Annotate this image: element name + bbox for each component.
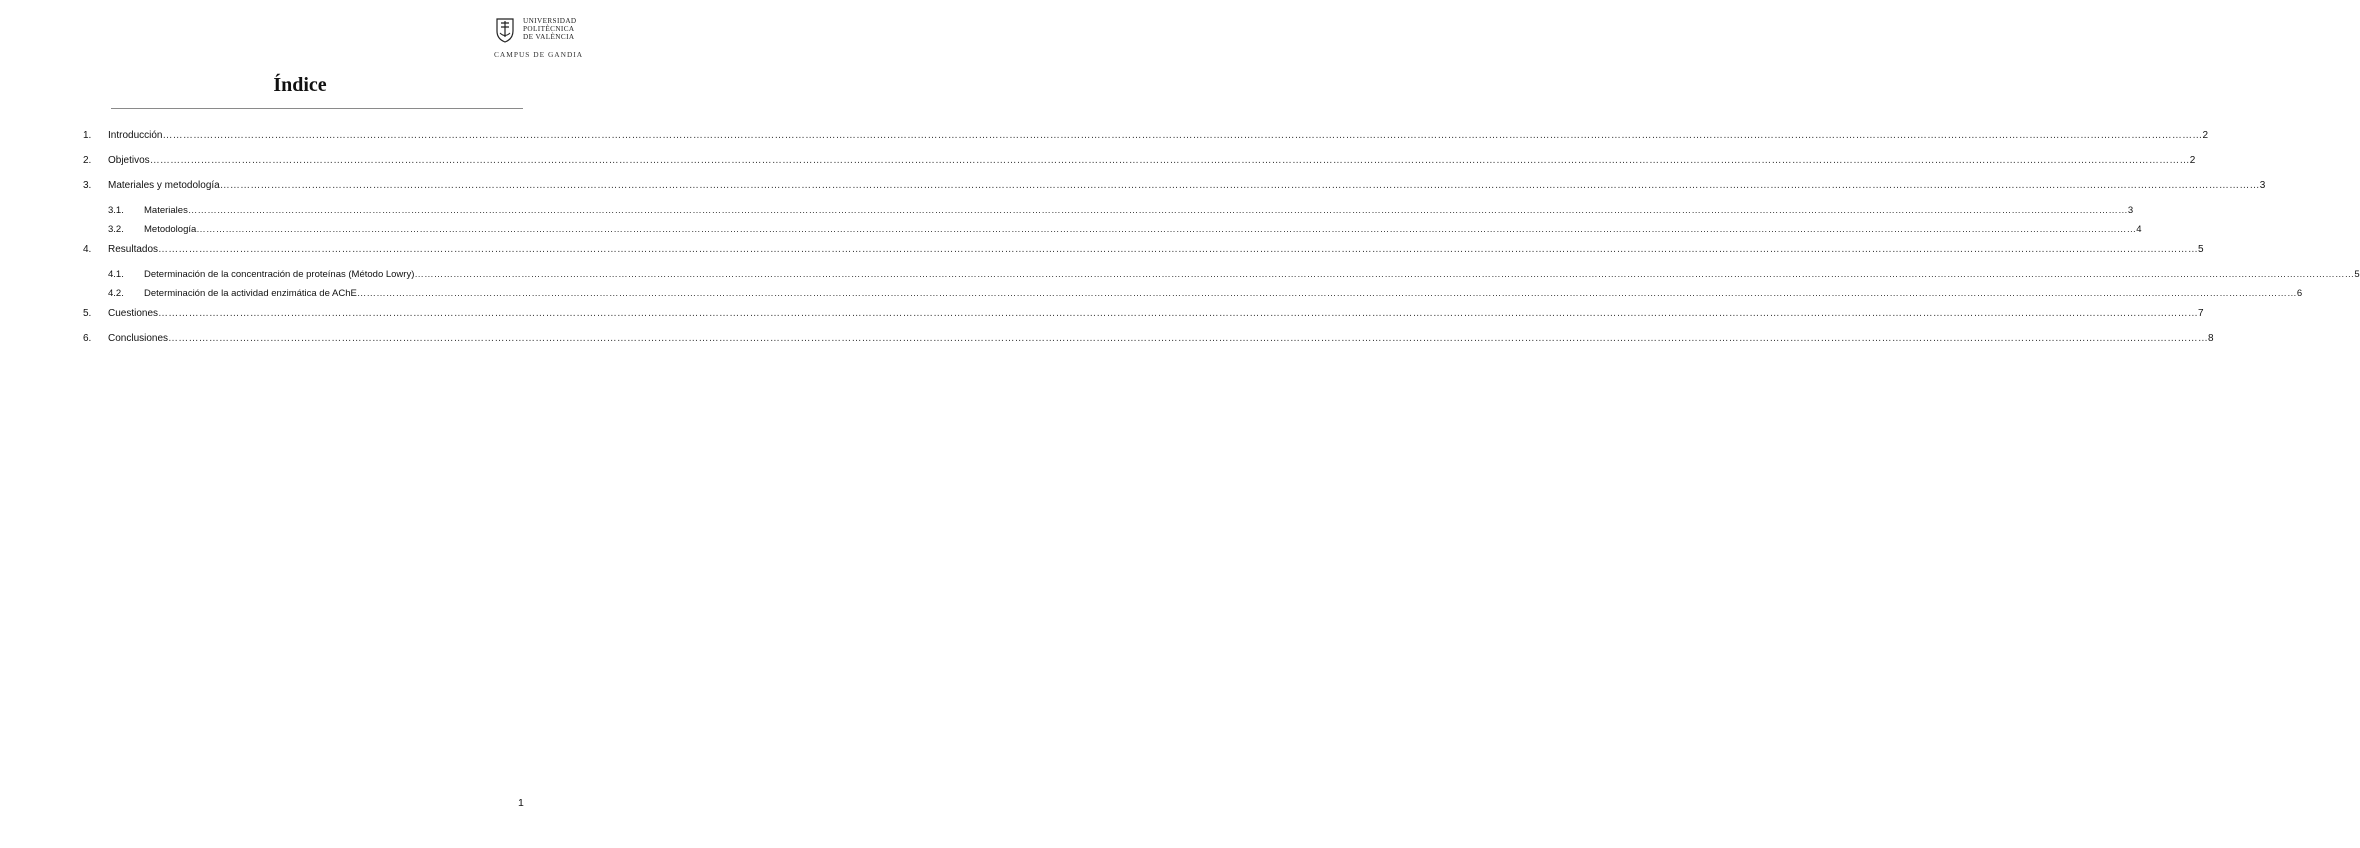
toc-entry-number: 3. xyxy=(83,180,92,191)
toc-leader-dots: …………………………………………………………………………………………………………………………………………………………………………………………………………………………………………………………………………………………………………………………………………………………………………………………………………………………………………………………………………………………………………………………………………………… xyxy=(158,308,2199,319)
toc-entry-number: 3.2. xyxy=(108,224,124,235)
toc-entry-label: Objetivos xyxy=(108,155,150,166)
toc-entry-metodologia[interactable] xyxy=(108,223,2142,237)
toc-entry-conclusiones[interactable] xyxy=(83,332,2214,346)
title-divider xyxy=(111,108,523,109)
toc-entry-page: 3 xyxy=(2259,180,2266,191)
toc-entry-page: 6 xyxy=(2296,288,2303,299)
toc-entry-page: 3 xyxy=(2127,205,2134,216)
toc-entry-actividad-enzimatica[interactable] xyxy=(108,287,2303,301)
toc-entry-materiales-metodologia[interactable] xyxy=(83,179,2266,193)
toc-leader-dots: …………………………………………………………………………………………………………………………………………………………………………………………………………………………………………………………………………………………………………………………………………………………………………………………………………………………………………………………………………………………………………………………………………………… xyxy=(149,155,2190,166)
university-line-3: DE VALÈNCIA xyxy=(523,33,575,42)
page-title: Índice xyxy=(273,74,327,96)
toc-entry-page: 4 xyxy=(2136,224,2142,235)
campus-name: CAMPUS DE GANDIA xyxy=(494,50,584,59)
page-number: 1 xyxy=(518,797,524,809)
toc-leader-dots: …………………………………………………………………………………………………………………………………………………………………………………………………………………………………………………………………………………………………………………………………………………………………………………………………………………………………………………………………………………………………………………………………………………… xyxy=(187,205,2128,216)
toc-entry-materiales[interactable] xyxy=(108,204,2134,218)
university-name xyxy=(523,17,577,42)
toc-entry-objetivos[interactable] xyxy=(83,154,2196,168)
toc-entry-cuestiones[interactable] xyxy=(83,307,2204,321)
toc-entry-label: Resultados xyxy=(108,244,159,255)
toc-leader-dots: …………………………………………………………………………………………………………………………………………………………………………………………………………………………………………………………………………………………………………………………………………………………………………………………………………………………………………………………………………………………………………………………………………………… xyxy=(162,130,2203,141)
toc-entry-label: Materiales y metodología xyxy=(108,180,220,191)
toc-leader-dots: …………………………………………………………………………………………………………………………………………………………………………………………………………………………………………………………………………………………………………………………………………………………………………………………………………………………………………………………………………………………………………………………………………………… xyxy=(414,269,2355,280)
toc-entry-number: 2. xyxy=(83,155,92,166)
toc-leader-dots: …………………………………………………………………………………………………………………………………………………………………………………………………………………………………………………………………………………………………………………………………………………………………………………………………………………………………………………………………………………………………………………………………………………… xyxy=(196,224,2137,235)
toc-entry-label: Introducción xyxy=(108,130,163,141)
university-line-2: POLITÈCNICA xyxy=(523,25,575,34)
toc-entry-number: 6. xyxy=(83,333,92,344)
toc-entry-number: 4.1. xyxy=(108,269,124,280)
toc-leader-dots: …………………………………………………………………………………………………………………………………………………………………………………………………………………………………………………………………………………………………………………………………………………………………………………………………………………………………………………………………………………………………………………………………………………… xyxy=(356,288,2297,299)
university-line-1: UNIVERSIDAD xyxy=(523,17,577,25)
toc-entry-page: 2 xyxy=(2202,130,2209,141)
toc-entry-number: 1. xyxy=(83,130,92,141)
toc-entry-number: 4. xyxy=(83,244,92,255)
toc-entry-label: Metodología xyxy=(144,224,197,235)
toc-entry-page: 5 xyxy=(2198,244,2204,255)
toc-entry-label: Cuestiones xyxy=(108,308,159,319)
university-logo xyxy=(494,16,584,60)
toc-leader-dots: …………………………………………………………………………………………………………………………………………………………………………………………………………………………………………………………………………………………………………………………………………………………………………………………………………………………………………………………………………………………………………………………………………………… xyxy=(158,244,2199,255)
toc-entry-page: 2 xyxy=(2189,155,2196,166)
toc-entry-page: 7 xyxy=(2198,308,2204,319)
toc-entry-label: Determinación de la actividad enzimática de AChE xyxy=(144,288,357,299)
toc-entry-resultados[interactable] xyxy=(83,243,2204,257)
toc-entry-label: Materiales xyxy=(144,205,188,216)
toc-entry-number: 3.1. xyxy=(108,205,124,216)
toc-entry-page: 5 xyxy=(2354,269,2360,280)
toc-leader-dots: …………………………………………………………………………………………………………………………………………………………………………………………………………………………………………………………………………………………………………………………………………………………………………………………………………………………………………………………………………………………………………………………………………………… xyxy=(168,333,2209,344)
toc-leader-dots: …………………………………………………………………………………………………………………………………………………………………………………………………………………………………………………………………………………………………………………………………………………………………………………………………………………………………………………………………………………………………………………………………………………… xyxy=(219,180,2260,191)
toc-entry-concentracion-proteinas[interactable] xyxy=(108,268,2360,282)
toc-entry-label: Determinación de la concentración de proteínas (Método Lowry) xyxy=(144,269,415,280)
toc-entry-label: Conclusiones xyxy=(108,333,169,344)
university-crest-icon xyxy=(494,16,516,44)
toc-entry-introduccion[interactable] xyxy=(83,129,2209,143)
toc-entry-number: 5. xyxy=(83,308,92,319)
toc-entry-number: 4.2. xyxy=(108,288,124,299)
toc-entry-page: 8 xyxy=(2208,333,2214,344)
